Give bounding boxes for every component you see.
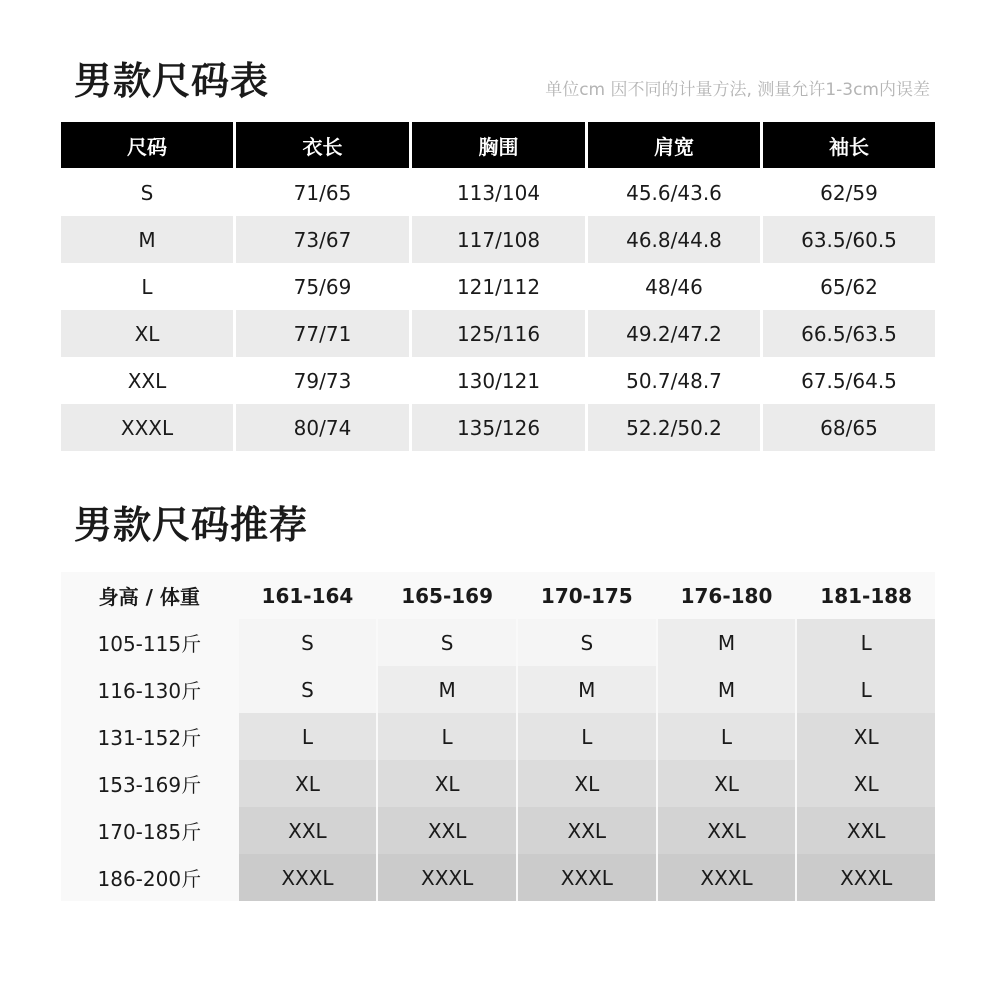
recommended-size-cell: M <box>658 666 796 713</box>
measurement-cell: 49.2/47.2 <box>588 310 760 357</box>
recommended-size-cell: M <box>518 666 656 713</box>
measurement-cell: 77/71 <box>236 310 409 357</box>
recommended-size-cell: XXL <box>239 807 377 854</box>
size-recommendation-table <box>61 572 935 901</box>
table-row <box>61 854 935 901</box>
size-label-cell: L <box>61 263 233 310</box>
measurement-cell: 50.7/48.7 <box>588 357 760 404</box>
size-label-cell: M <box>61 216 233 263</box>
weight-range-cell: 116-130斤 <box>61 666 238 713</box>
height-header: 170-175 <box>518 572 656 619</box>
table-row <box>61 216 935 263</box>
header-cell: 肩宽 <box>588 122 760 168</box>
recommended-size-cell: XXXL <box>239 854 377 901</box>
table-row <box>61 760 935 807</box>
measurement-cell: 80/74 <box>236 404 409 451</box>
measurement-cell: 62/59 <box>763 169 935 216</box>
weight-range-cell: 105-115斤 <box>61 619 238 666</box>
recommended-size-cell: XXL <box>378 807 516 854</box>
size-recommendation-title: 男款尺码推荐 <box>74 503 309 547</box>
recommended-size-cell: M <box>658 619 796 666</box>
size-chart-header-row <box>61 122 935 168</box>
measurement-cell: 113/104 <box>412 169 585 216</box>
header-cell: 衣长 <box>236 122 409 168</box>
recommended-size-cell: S <box>518 619 656 666</box>
size-label-cell: S <box>61 169 233 216</box>
measurement-note: 单位cm 因不同的计量方法, 测量允许1-3cm内误差 <box>545 80 930 100</box>
corner-label: 身高 / 体重 <box>61 572 238 619</box>
table-row <box>61 404 935 451</box>
measurement-cell: 48/46 <box>588 263 760 310</box>
weight-range-cell: 153-169斤 <box>61 760 238 807</box>
recommended-size-cell: XXL <box>797 807 935 854</box>
height-header: 181-188 <box>797 572 935 619</box>
measurement-cell: 135/126 <box>412 404 585 451</box>
recommended-size-cell: XXL <box>518 807 656 854</box>
recommended-size-cell: S <box>378 619 516 666</box>
recommended-size-cell: L <box>658 713 796 760</box>
recommended-size-cell: L <box>797 666 935 713</box>
recommendation-header-row <box>61 572 935 619</box>
weight-range-cell: 170-185斤 <box>61 807 238 854</box>
recommended-size-cell: M <box>378 666 516 713</box>
measurement-cell: 52.2/50.2 <box>588 404 760 451</box>
measurement-cell: 68/65 <box>763 404 935 451</box>
recommended-size-cell: XL <box>658 760 796 807</box>
recommended-size-cell: XXXL <box>658 854 796 901</box>
measurement-cell: 73/67 <box>236 216 409 263</box>
measurement-cell: 46.8/44.8 <box>588 216 760 263</box>
header-cell: 胸围 <box>412 122 585 168</box>
recommended-size-cell: L <box>797 619 935 666</box>
table-row <box>61 666 935 713</box>
measurement-cell: 65/62 <box>763 263 935 310</box>
size-label-cell: XXXL <box>61 404 233 451</box>
header-cell: 袖长 <box>763 122 935 168</box>
recommended-size-cell: XXXL <box>518 854 656 901</box>
recommended-size-cell: S <box>239 666 377 713</box>
height-header: 176-180 <box>658 572 796 619</box>
recommended-size-cell: XL <box>239 760 377 807</box>
measurement-cell: 45.6/43.6 <box>588 169 760 216</box>
recommended-size-cell: L <box>378 713 516 760</box>
table-row <box>61 619 935 666</box>
recommended-size-cell: XL <box>797 760 935 807</box>
recommended-size-cell: XL <box>378 760 516 807</box>
table-row <box>61 169 935 216</box>
measurement-cell: 130/121 <box>412 357 585 404</box>
table-row <box>61 713 935 760</box>
recommended-size-cell: L <box>239 713 377 760</box>
measurement-cell: 75/69 <box>236 263 409 310</box>
recommended-size-cell: L <box>518 713 656 760</box>
measurement-cell: 66.5/63.5 <box>763 310 935 357</box>
recommended-size-cell: XL <box>797 713 935 760</box>
recommended-size-cell: XXXL <box>797 854 935 901</box>
header-cell: 尺码 <box>61 122 233 168</box>
weight-range-cell: 186-200斤 <box>61 854 238 901</box>
weight-range-cell: 131-152斤 <box>61 713 238 760</box>
measurement-cell: 117/108 <box>412 216 585 263</box>
measurement-cell: 63.5/60.5 <box>763 216 935 263</box>
measurement-cell: 79/73 <box>236 357 409 404</box>
size-label-cell: XXL <box>61 357 233 404</box>
measurement-cell: 67.5/64.5 <box>763 357 935 404</box>
recommended-size-cell: XXXL <box>378 854 516 901</box>
measurement-cell: 121/112 <box>412 263 585 310</box>
table-row <box>61 357 935 404</box>
height-header: 161-164 <box>239 572 377 619</box>
table-row <box>61 310 935 357</box>
recommended-size-cell: S <box>239 619 377 666</box>
table-row <box>61 807 935 854</box>
size-chart-table <box>61 122 935 451</box>
recommended-size-cell: XL <box>518 760 656 807</box>
size-chart-title: 男款尺码表 <box>74 59 270 103</box>
recommended-size-cell: XXL <box>658 807 796 854</box>
measurement-cell: 71/65 <box>236 169 409 216</box>
height-header: 165-169 <box>378 572 516 619</box>
measurement-cell: 125/116 <box>412 310 585 357</box>
table-row <box>61 263 935 310</box>
size-label-cell: XL <box>61 310 233 357</box>
